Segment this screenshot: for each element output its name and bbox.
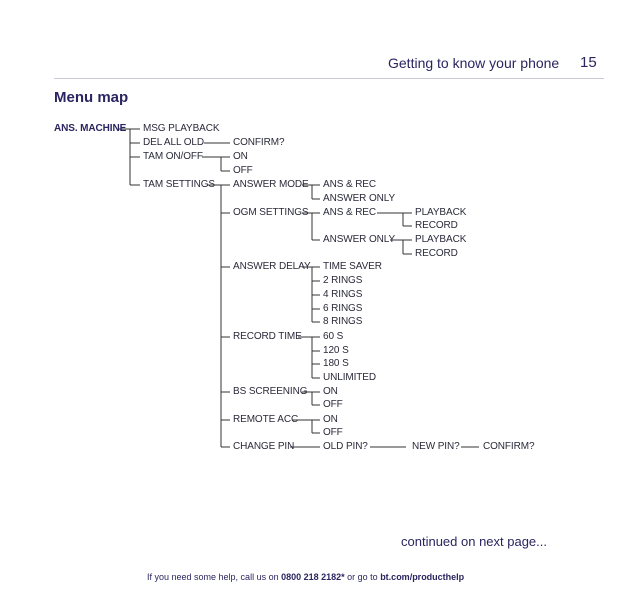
menu-item-tam-on: ON — [233, 151, 248, 162]
footer-text-middle: or go to — [344, 572, 381, 582]
menu-item-change-pin: CHANGE PIN — [233, 441, 295, 452]
menu-item-ra-on: ON — [323, 414, 338, 425]
menu-item-tam-settings: TAM SETTINGS — [143, 179, 215, 190]
menu-item-ogm-ar-record: RECORD — [415, 220, 458, 231]
menu-item-ogm-ao-record: RECORD — [415, 248, 458, 259]
menu-item-bs-screening: BS SCREENING — [233, 386, 308, 397]
menu-item-ogm-ao-playback: PLAYBACK — [415, 234, 467, 245]
menu-item-ad-4-rings: 4 RINGS — [323, 289, 363, 300]
footer-phone: 0800 218 2182* — [281, 572, 345, 582]
section-title: Menu map — [54, 89, 129, 106]
menu-item-del-all-old: DEL ALL OLD — [143, 137, 204, 148]
menu-item-ogm-answer-only: ANSWER ONLY — [323, 234, 396, 245]
menu-item-answer-mode: ANSWER MODE — [233, 179, 309, 190]
help-footer — [147, 572, 464, 582]
continued-note: continued on next page... — [401, 534, 548, 549]
menu-item-pin-confirm: CONFIRM? — [483, 441, 535, 452]
menu-item-old-pin: OLD PIN? — [323, 441, 368, 452]
menu-item-ad-time-saver: TIME SAVER — [323, 261, 382, 272]
footer-text-before: If you need some help, call us on — [147, 572, 282, 582]
menu-item-rt-unlimited: UNLIMITED — [323, 372, 376, 383]
menu-item-bs-off: OFF — [323, 399, 343, 410]
menu-item-new-pin: NEW PIN? — [412, 441, 460, 452]
page-number: 15 — [580, 54, 597, 71]
menu-item-del-confirm: CONFIRM? — [233, 137, 285, 148]
menu-item-record-time: RECORD TIME — [233, 331, 302, 342]
menu-root-ans-machine: ANS. MACHINE — [54, 123, 127, 134]
menu-item-ogm-settings: OGM SETTINGS — [233, 207, 309, 218]
menu-item-ad-6-rings: 6 RINGS — [323, 303, 363, 314]
menu-item-ra-off: OFF — [323, 427, 343, 438]
menu-item-rt-60: 60 S — [323, 331, 344, 342]
menu-item-answer-delay: ANSWER DELAY — [233, 261, 311, 272]
menu-item-am-answer-only: ANSWER ONLY — [323, 193, 396, 204]
menu-item-remote-acc: REMOTE ACC — [233, 414, 299, 425]
menu-item-ogm-ar-playback: PLAYBACK — [415, 207, 467, 218]
menu-item-rt-120: 120 S — [323, 345, 349, 356]
menu-item-tam-off: OFF — [233, 165, 253, 176]
menu-item-ogm-ans-rec: ANS & REC — [323, 207, 377, 218]
menu-item-msg-playback: MSG PLAYBACK — [143, 123, 220, 134]
menu-item-ad-2-rings: 2 RINGS — [323, 275, 363, 286]
page-header-title: Getting to know your phone — [388, 55, 560, 71]
footer-url[interactable]: bt.com/producthelp — [380, 572, 465, 582]
menu-item-tam-on-off: TAM ON/OFF — [143, 151, 203, 162]
menu-item-rt-180: 180 S — [323, 358, 349, 369]
menu-item-bs-on: ON — [323, 386, 338, 397]
menu-item-ad-8-rings: 8 RINGS — [323, 316, 363, 327]
menu-item-am-ans-rec: ANS & REC — [323, 179, 377, 190]
